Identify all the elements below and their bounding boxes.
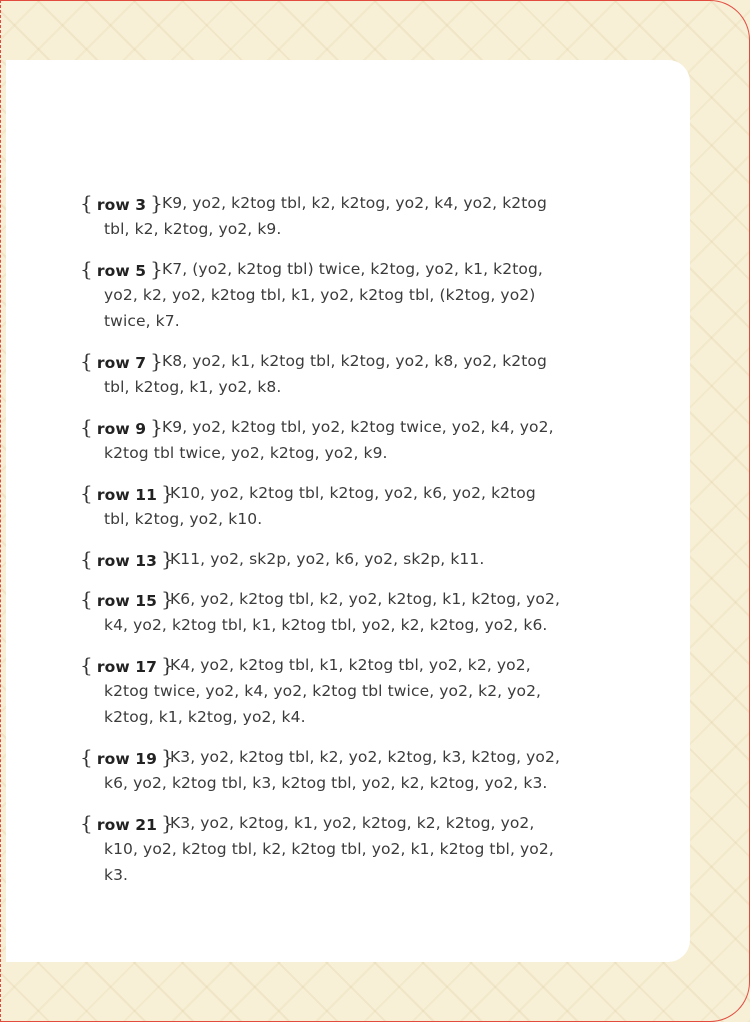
brace-open: {: [80, 257, 93, 281]
row-number: row 9: [96, 420, 147, 438]
row-number: row 5: [96, 262, 147, 280]
knitting-instructions: [80, 190, 560, 902]
instruction-row: [80, 414, 560, 466]
instruction-row: [80, 744, 560, 796]
brace-close: }: [161, 547, 174, 571]
brace-close: }: [150, 415, 163, 439]
brace-close: }: [161, 653, 174, 677]
instruction-row: [80, 190, 560, 242]
instruction-row: [80, 546, 560, 572]
brace-open: {: [80, 745, 93, 769]
row-label: [80, 414, 163, 442]
row-instructions: K11, yo2, sk2p, yo2, k6, yo2, sk2p, k11.: [170, 550, 485, 568]
row-number: row 3: [96, 196, 147, 214]
instruction-row: [80, 652, 560, 730]
row-number: row 21: [96, 816, 158, 834]
row-instructions: K9, yo2, k2tog tbl, yo2, k2tog twice, yo2, k4, yo2, k2tog tbl twice, yo2, k2tog, yo2, k9.: [104, 418, 554, 462]
row-label: [80, 652, 174, 680]
instruction-row: [80, 256, 560, 334]
row-label: [80, 256, 163, 284]
row-instructions: K3, yo2, k2tog, k1, yo2, k2tog, k2, k2tog, yo2, k10, yo2, k2tog tbl, k2, k2tog tbl, yo2, k1, k2tog tbl, yo2, k3.: [104, 814, 554, 884]
brace-open: {: [80, 547, 93, 571]
brace-open: {: [80, 587, 93, 611]
row-label: [80, 744, 174, 772]
row-label: [80, 480, 174, 508]
brace-open: {: [80, 415, 93, 439]
row-instructions: K10, yo2, k2tog tbl, k2tog, yo2, k6, yo2, k2tog tbl, k2tog, yo2, k10.: [104, 484, 536, 528]
row-instructions: K8, yo2, k1, k2tog tbl, k2tog, yo2, k8, yo2, k2tog tbl, k2tog, k1, yo2, k8.: [104, 352, 547, 396]
row-instructions: K7, (yo2, k2tog tbl) twice, k2tog, yo2, k1, k2tog, yo2, k2, yo2, k2tog tbl, k1, yo2, k2tog tbl, (k2tog, yo2) twice, k7.: [104, 260, 543, 330]
brace-close: }: [150, 349, 163, 373]
row-number: row 11: [96, 486, 158, 504]
row-number: row 17: [96, 658, 158, 676]
instruction-row: [80, 810, 560, 888]
row-label: [80, 546, 174, 574]
row-number: row 15: [96, 592, 158, 610]
row-number: row 13: [96, 552, 158, 570]
row-instructions: K4, yo2, k2tog tbl, k1, k2tog tbl, yo2, k2, yo2, k2tog twice, yo2, k4, yo2, k2tog tbl twice, yo2, k2, yo2, k2tog, k1, k2tog, yo2, k4.: [104, 656, 542, 726]
instruction-row: [80, 480, 560, 532]
brace-open: {: [80, 349, 93, 373]
brace-close: }: [150, 191, 163, 215]
row-number: row 7: [96, 354, 147, 372]
brace-close: }: [161, 745, 174, 769]
brace-close: }: [161, 811, 174, 835]
row-instructions: K3, yo2, k2tog tbl, k2, yo2, k2tog, k3, k2tog, yo2, k6, yo2, k2tog tbl, k3, k2tog tbl, yo2, k2, k2tog, yo2, k3.: [104, 748, 560, 792]
row-label: [80, 810, 174, 838]
row-label: [80, 586, 174, 614]
brace-open: {: [80, 653, 93, 677]
brace-close: }: [161, 587, 174, 611]
instruction-row: [80, 348, 560, 400]
instruction-row: [80, 586, 560, 638]
brace-open: {: [80, 191, 93, 215]
row-label: [80, 348, 163, 376]
brace-open: {: [80, 481, 93, 505]
brace-close: }: [161, 481, 174, 505]
row-instructions: K9, yo2, k2tog tbl, k2, k2tog, yo2, k4, yo2, k2tog tbl, k2, k2tog, yo2, k9.: [104, 194, 547, 238]
row-instructions: K6, yo2, k2tog tbl, k2, yo2, k2tog, k1, k2tog, yo2, k4, yo2, k2tog tbl, k1, k2tog tbl, yo2, k2, k2tog, yo2, k6.: [104, 590, 560, 634]
row-label: [80, 190, 163, 218]
row-number: row 19: [96, 750, 158, 768]
brace-close: }: [150, 257, 163, 281]
brace-open: {: [80, 811, 93, 835]
